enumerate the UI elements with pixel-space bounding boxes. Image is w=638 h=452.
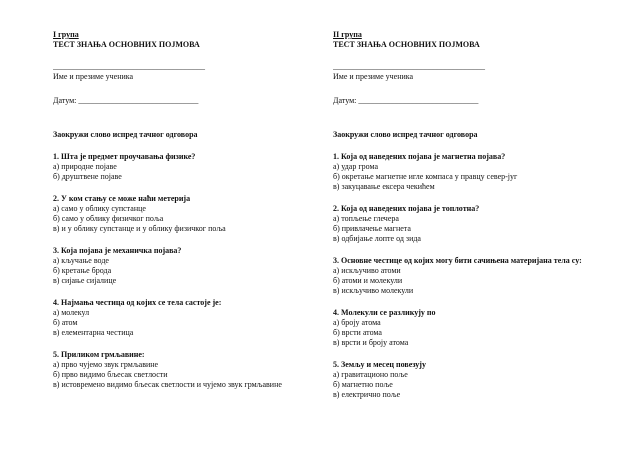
answer-option: б) прво видимо бљесак светлости: [53, 370, 168, 379]
question-block: [53, 194, 283, 234]
question-list: [333, 152, 583, 400]
answer-option: в) одбијање лопте од зида: [333, 234, 421, 243]
answer-option: в) елементарна честица: [53, 328, 134, 337]
answer-option: в) и у облику супстанце и у облику физичког поља: [53, 224, 226, 233]
answer-option: б) окретање магнетне игле компаса у правцу север-југ: [333, 172, 518, 181]
question-text: 5. Приликом грмљавине:: [53, 350, 145, 359]
answer-option: а) гравитационо поље: [333, 370, 408, 379]
date-label: Датум:: [333, 96, 357, 105]
question-text: 2. Која од наведених појава је топлотна?: [333, 204, 480, 213]
answer-option: в) закуцавање ексера чекићем: [333, 182, 435, 191]
question-block: [333, 308, 583, 348]
question-text: 4. Најмања честица од којих се тела састоје је:: [53, 298, 222, 307]
answer-option: в) сијање сијалице: [53, 276, 117, 285]
answer-option: б) врсти атома: [333, 328, 382, 337]
answer-option: б) атом: [53, 318, 78, 327]
answer-option: б) кретање брода: [53, 266, 112, 275]
answer-option: в) врсти и броју атома: [333, 338, 409, 347]
question-text: 3. Која појава је механичка појава?: [53, 246, 182, 255]
name-blank-line: ______________________________________: [53, 62, 205, 71]
name-blank-line: ______________________________________: [333, 62, 485, 71]
date-blank-line: ______________________________: [358, 96, 479, 105]
question-text: 5. Земљу и месец повезују: [333, 360, 426, 369]
answer-option: а) удар грома: [333, 162, 379, 171]
answer-option: а) искључиво атоми: [333, 266, 401, 275]
question-block: [53, 246, 283, 286]
instruction: Заокружи слово испред тачног одговора: [333, 130, 478, 139]
question-block: [53, 152, 283, 182]
question-block: [53, 350, 283, 390]
question-block: [333, 360, 583, 400]
question-text: 1. Шта је предмет проучавања физике?: [53, 152, 196, 161]
answer-option: а) кључање воде: [53, 256, 109, 265]
question-text: 4. Молекули се разликују по: [333, 308, 436, 317]
test-title: ТЕСТ ЗНАЊА ОСНОВНИХ ПОЈМОВА: [53, 40, 200, 49]
answer-option: б) привлачење магнета: [333, 224, 411, 233]
answer-option: а) прво чујемо звук грмљавине: [53, 360, 159, 369]
date-row: [53, 96, 283, 106]
answer-option: а) само у облику супстанце: [53, 204, 146, 213]
student-name-label: Име и презиме ученика: [53, 72, 134, 81]
answer-option: б) атоми и молекули: [333, 276, 403, 285]
question-text: 2. У ком стању се може наћи метерија: [53, 194, 191, 203]
answer-option: а) природне појаве: [53, 162, 117, 171]
instruction: Заокружи слово испред тачног одговора: [53, 130, 198, 139]
answer-option: б) магнетно поље: [333, 380, 393, 389]
answer-option: б) друштвене појаве: [53, 172, 122, 181]
date-blank-line: ______________________________: [78, 96, 199, 105]
group-title: II група: [333, 30, 362, 39]
answer-option: а) молекул: [53, 308, 90, 317]
question-block: [333, 256, 583, 296]
answer-option: а) броју атома: [333, 318, 381, 327]
date-row: [333, 96, 583, 106]
answer-option: а) топљење глечера: [333, 214, 399, 223]
answer-option: в) електрично поље: [333, 390, 401, 399]
question-block: [333, 204, 583, 244]
group-title: I група: [53, 30, 79, 39]
question-block: [53, 298, 283, 338]
column-group-1: [53, 30, 283, 402]
test-title: ТЕСТ ЗНАЊА ОСНОВНИХ ПОЈМОВА: [333, 40, 480, 49]
date-label: Датум:: [53, 96, 77, 105]
question-text: 3. Основне честице од којих могу бити сачињена материјана тела су:: [333, 256, 582, 265]
answer-option: в) истовремено видимо бљесак светлости и чујемо звук грмљавине: [53, 380, 282, 389]
student-name-label: Име и презиме ученика: [333, 72, 414, 81]
answer-option: б) само у облику физичког поља: [53, 214, 164, 223]
column-group-2: [333, 30, 583, 412]
question-list: [53, 152, 283, 390]
answer-option: в) искључиво молекули: [333, 286, 414, 295]
question-block: [333, 152, 583, 192]
question-text: 1. Која од наведених појава је магнетна појава?: [333, 152, 506, 161]
